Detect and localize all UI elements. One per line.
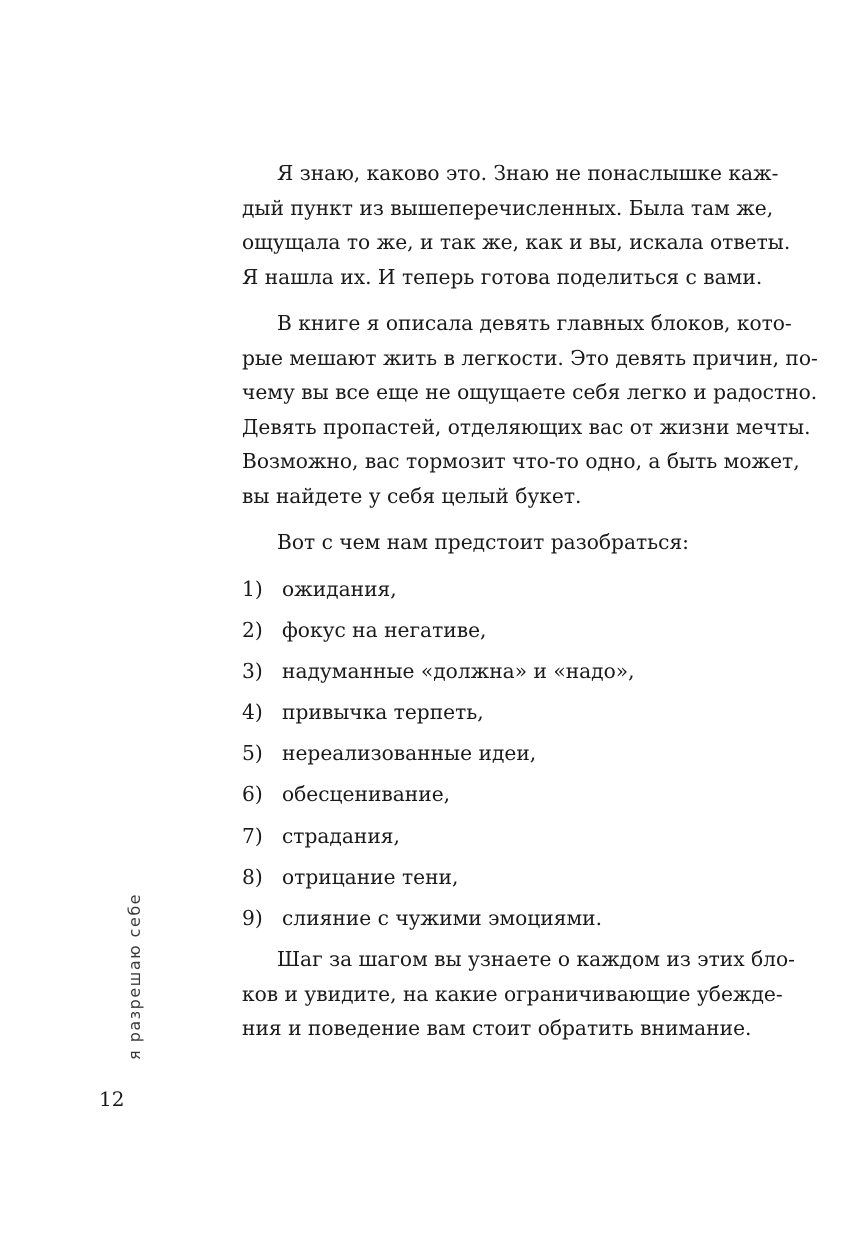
paragraph-closing (207, 942, 795, 1046)
text-line: вы найдете у себя целый букет. (242, 483, 582, 508)
list-item (207, 572, 727, 607)
list-number: 9) (242, 906, 263, 930)
text-line: Вот с чем нам предстоит разобраться: (277, 530, 689, 554)
list-text: слияние с чужими эмоциями. (282, 906, 603, 930)
list-number: 7) (242, 823, 263, 848)
list-item (207, 654, 727, 689)
list-number: 4) (242, 700, 263, 725)
text-line: рые мешают жить в легкости. Это девять причин, по- (242, 345, 818, 370)
text-line: Возможно, вас тормозит что-то одно, а быть может, (242, 449, 800, 473)
page-number: 12 (99, 1087, 125, 1111)
list-item (207, 901, 727, 936)
list-text: отрицание тени, (282, 864, 459, 889)
text-line: дый пункт из вышеперечисленных. Была там же, (242, 195, 774, 220)
paragraph-blocks (207, 306, 818, 513)
running-head: я разрешаю себе (125, 892, 144, 1060)
list-number: 8) (242, 864, 263, 889)
blocks-list (207, 572, 727, 936)
text-line: Девять пропастей, отделяющих вас от жизни мечты. (242, 414, 811, 439)
list-item (207, 819, 727, 854)
paragraph-list-intro (207, 525, 727, 560)
list-text: фокус на негативе, (282, 617, 487, 642)
text-line: Я знаю, каково это. Знаю не понаслышке каж- (277, 161, 779, 185)
list-item (207, 613, 727, 648)
text-line: ния и поведение вам стоит обратить внимание. (242, 1016, 752, 1041)
list-text: привычка терпеть, (282, 700, 484, 725)
list-text: ожидания, (282, 576, 397, 601)
list-number: 6) (242, 782, 263, 807)
list-number: 1) (242, 576, 263, 601)
list-text: страдания, (282, 823, 400, 848)
list-item (207, 860, 727, 895)
text-line: Я нашла их. И теперь готова поделиться с вами. (242, 264, 763, 289)
list-item (207, 695, 727, 730)
text-line: Шаг за шагом вы узнаете о каждом из этих бло- (277, 947, 795, 972)
list-number: 2) (242, 617, 263, 642)
text-line: ков и увидите, на какие ограничивающие убежде- (242, 981, 783, 1006)
list-item (207, 777, 727, 812)
text-line: В книге я описала девять главных блоков, кото- (277, 311, 792, 335)
list-text: обесценивание, (282, 782, 451, 807)
list-item (207, 736, 727, 771)
list-number: 5) (242, 741, 263, 766)
paragraph-intro (207, 156, 791, 294)
list-text: надуманные «должна» и «надо», (282, 658, 635, 683)
text-line: чему вы все еще не ощущаете себя легко и радостно. (242, 380, 818, 404)
list-number: 3) (242, 658, 263, 683)
main-text (207, 156, 818, 1046)
text-line: ощущала то же, и так же, как и вы, искала ответы. (242, 230, 791, 254)
list-text: нереализованные идеи, (282, 741, 537, 766)
